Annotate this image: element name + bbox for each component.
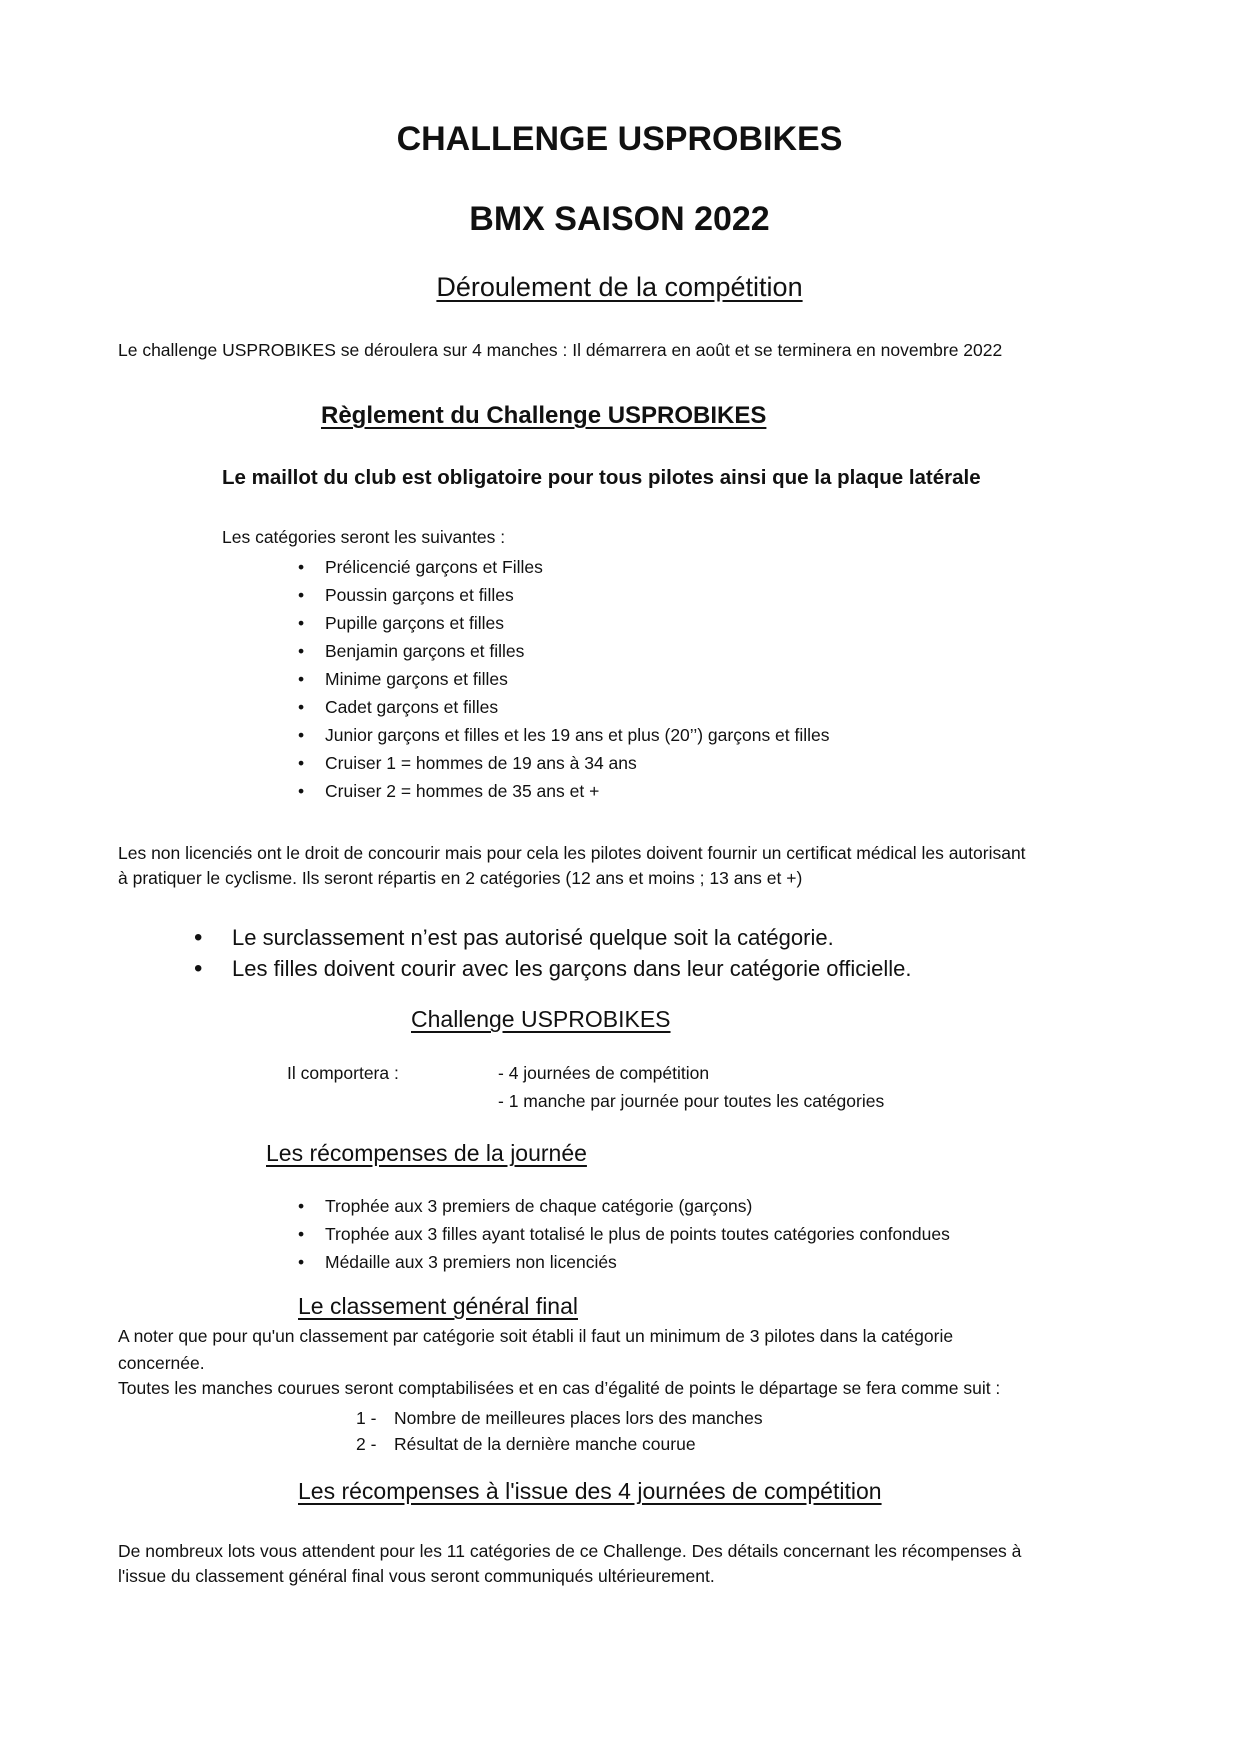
item-text: Résultat de la dernière manche courue	[394, 1434, 696, 1454]
rules-list	[232, 922, 912, 984]
heading-recompenses-journee: Les récompenses de la journée	[266, 1140, 587, 1166]
list-item: • Minime garçons et filles	[325, 665, 830, 693]
heading-challenge: Challenge USPROBIKES	[411, 1006, 671, 1032]
heading-deroulement: Déroulement de la compétition	[436, 272, 803, 302]
intro-text: Le challenge USPROBIKES se déroulera sur 4 manches : Il démarrera en août et se terminera en novembre 2022	[118, 340, 1003, 360]
comportera-label: Il comportera :	[287, 1063, 399, 1083]
list-item: • Médaille aux 3 premiers non licenciés	[325, 1248, 950, 1276]
recompenses-journee-list	[325, 1192, 950, 1276]
comportera-item: - 4 journées de compétition	[498, 1063, 710, 1083]
categories-intro: Les catégories seront les suivantes :	[222, 527, 506, 547]
classement-line-3: Toutes les manches courues seront comptabilisées et en cas d’égalité de points le départage se fera comme suit :	[118, 1378, 1001, 1398]
heading-classement: Le classement général final	[298, 1293, 578, 1319]
list-item: • Prélicencié garçons et Filles	[325, 553, 830, 581]
list-item	[356, 1405, 763, 1431]
list-item: • Junior garçons et filles et les 19 ans et plus (20’’) garçons et filles	[325, 721, 830, 749]
item-number: 2 -	[356, 1434, 377, 1454]
maillot-rule: Le maillot du club est obligatoire pour tous pilotes ainsi que la plaque latérale	[222, 466, 981, 489]
departage-list	[356, 1405, 763, 1457]
document-title: CHALLENGE USPROBIKES	[396, 120, 843, 158]
list-item: • Benjamin garçons et filles	[325, 637, 830, 665]
list-item: • Pupille garçons et filles	[325, 609, 830, 637]
non-licencies-line-1: Les non licenciés ont le droit de concourir mais pour cela les pilotes doivent fournir un certificat médical les autorisant	[118, 843, 1026, 863]
document-subtitle: BMX SAISON 2022	[469, 200, 770, 238]
list-item: • Cruiser 2 = hommes de 35 ans et +	[325, 777, 830, 805]
heading-recompenses-finales: Les récompenses à l'issue des 4 journées de compétition	[298, 1478, 882, 1504]
final-line-2: l'issue du classement général final vous seront communiqués ultérieurement.	[118, 1566, 715, 1586]
list-item: • Cadet garçons et filles	[325, 693, 830, 721]
comportera-item: - 1 manche par journée pour toutes les catégories	[498, 1091, 885, 1111]
non-licencies-line-2: à pratiquer le cyclisme. Ils seront répartis en 2 catégories (12 ans et moins ; 13 ans et +)	[118, 868, 803, 888]
classement-line-1: A noter que pour qu'un classement par catégorie soit établi il faut un minimum de 3 pilotes dans la catégorie	[118, 1326, 954, 1346]
list-item	[356, 1431, 763, 1457]
heading-reglement: Règlement du Challenge USPROBIKES	[321, 402, 767, 429]
classement-line-2: concernée.	[118, 1353, 205, 1373]
categories-list	[325, 553, 830, 805]
item-text: Nombre de meilleures places lors des manches	[394, 1408, 763, 1428]
list-item: • Trophée aux 3 filles ayant totalisé le plus de points toutes catégories confondues	[325, 1220, 950, 1248]
list-item: • Cruiser 1 = hommes de 19 ans à 34 ans	[325, 749, 830, 777]
item-number: 1 -	[356, 1408, 377, 1428]
list-item: • Le surclassement n’est pas autorisé quelque soit la catégorie.	[232, 922, 912, 953]
list-item: • Trophée aux 3 premiers de chaque catégorie (garçons)	[325, 1192, 950, 1220]
final-line-1: De nombreux lots vous attendent pour les 11 catégories de ce Challenge. Des détails concernant les récompenses à	[118, 1541, 1022, 1561]
list-item: • Poussin garçons et filles	[325, 581, 830, 609]
list-item: • Les filles doivent courir avec les garçons dans leur catégorie officielle.	[232, 953, 912, 984]
